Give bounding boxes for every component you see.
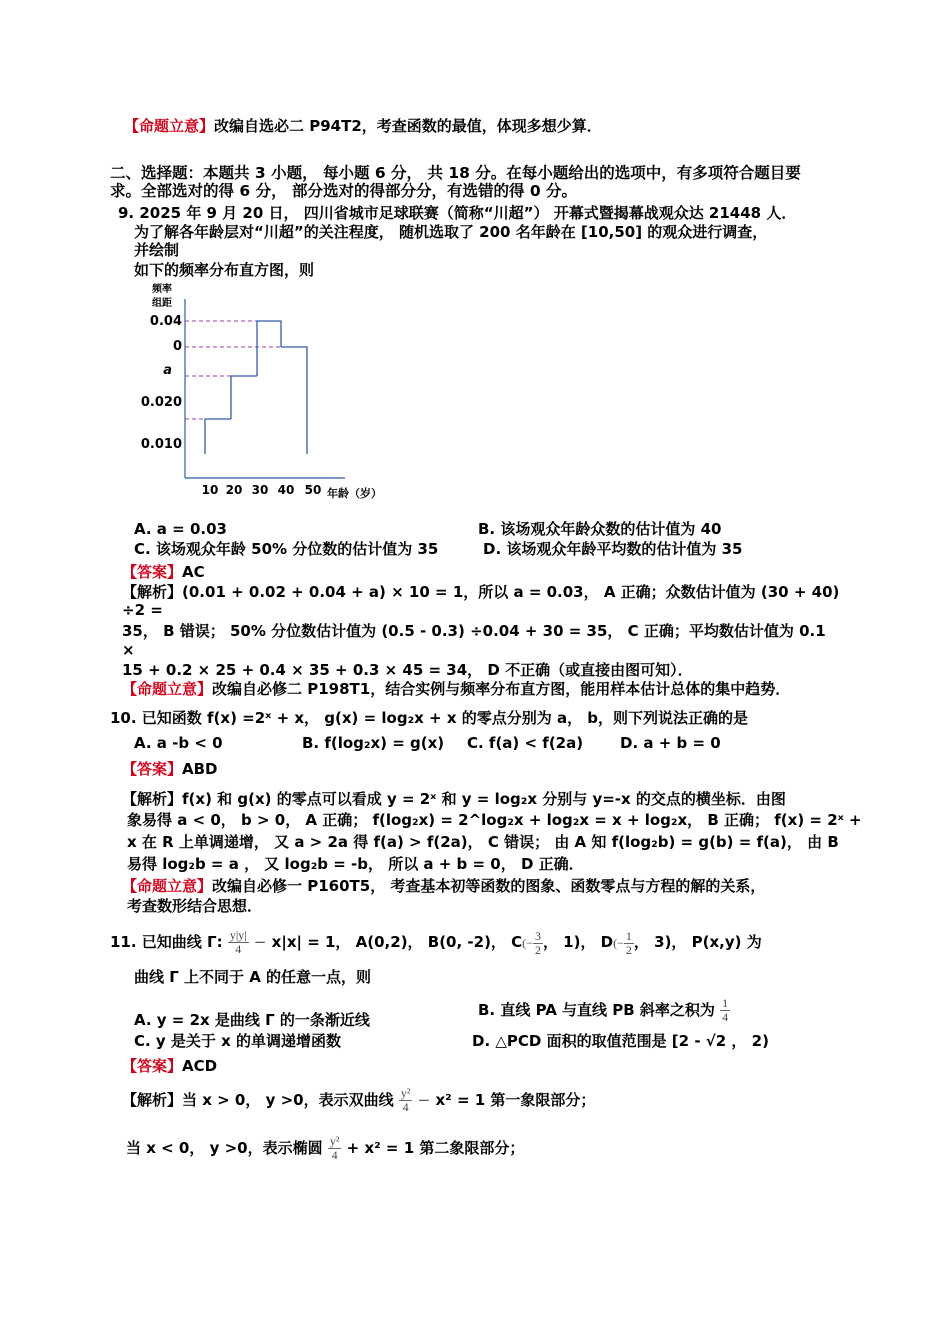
q9-stem-line3: 并绘制 — [134, 241, 180, 259]
x-tick-label: 40 — [277, 483, 295, 497]
explanation-tag: 【解析】 — [122, 583, 183, 601]
x-tick-label: 50 — [304, 483, 322, 497]
q11-point-c-coord: (− $\frac{3}{2}$ — [522, 929, 541, 958]
q9-explanation-line4: × — [122, 641, 135, 659]
answer-value: ABD — [182, 760, 218, 778]
answer-tag: 【答案】 — [122, 1057, 183, 1075]
q10-intent-line1 — [122, 876, 765, 896]
q11-stem-a: 11. 已知曲线 Γ: — [110, 933, 223, 951]
q11-answer — [122, 1056, 217, 1076]
q9-stem-line4: 如下的频率分布直方图，则 — [134, 261, 315, 279]
fraction-denominator: 4 — [722, 1010, 729, 1024]
q9-explanation-line1 — [122, 582, 839, 602]
q10-explanation-line3: x 在 R 上单调递增， 又 a > 2a 得 f(a) > f(2a)， C 错误； 由 A 知 f(log₂b) = g(b) = f(a)， 由 B — [127, 833, 839, 851]
explanation-fraction — [328, 1135, 342, 1162]
q11-explanation-line2 — [126, 1128, 524, 1168]
q9-explanation-line2: ÷2 = — [122, 601, 163, 619]
explanation-text: f(x) 和 g(x) 的零点可以看成 y = 2ˣ 和 y = log₂x 分别与 y=-x 的交点的横坐标．由图 — [182, 790, 786, 808]
q10-answer — [122, 759, 218, 779]
q11-option-a: A. y = 2x 是曲线 Γ 的一条渐近线 — [134, 1011, 370, 1029]
q9-option-a: A. a = 0.03 — [134, 520, 227, 538]
intent-line — [124, 116, 602, 136]
intent-tag: 【命题立意】 — [122, 877, 213, 895]
intent-tag: 【命题立意】 — [122, 680, 213, 698]
q11-option-c: C. y 是关于 x 的单调递增函数 — [134, 1032, 342, 1050]
y-axis-label-bottom: 组距 — [152, 298, 172, 309]
explanation-text: 当 x > 0， y >0，表示双曲线 — [182, 1091, 394, 1109]
q9-answer — [122, 562, 205, 582]
explanation-fraction — [399, 1087, 413, 1114]
q11-fraction-y — [228, 929, 249, 956]
q11-point-d-coord: (− $\frac{1}{2}$ — [613, 929, 632, 958]
q10-option-b: B. f(log₂x) = g(x) — [302, 734, 445, 752]
intent-text: 改编自选必二 P94T2，考查函数的最值，体现多想少算． — [214, 117, 602, 135]
y-tick-label: 0 — [172, 339, 182, 354]
q11-option-d: D. △PCD 面积的取值范围是 [2 - √2 ， 2) — [472, 1032, 769, 1050]
y-tick-label: 0.04 — [149, 314, 182, 329]
y-tick-label: 0.020 — [140, 395, 182, 410]
q11-explanation-line1: 【解析】当 x > 0， y >0，表示双曲线 $\frac{\text{y²}}{4}$ − x² = 1 第一象限部分； — [122, 1086, 596, 1114]
q11-stem-line1: 11. 已知曲线 Γ: $\frac{y|y|}{4}$ − x|x| = 1， A(0,2)， B(0, -2)， C(− $\frac{3}{2}$ ， 1)， D(− $\frac{1}{2}$ ， 3)， P(x,y) 为 — [110, 922, 762, 962]
fraction-denominator: 2 — [534, 943, 541, 958]
x-tick-label: 20 — [225, 483, 243, 497]
histogram-chart — [130, 282, 400, 507]
fraction-numerator: y² — [400, 1086, 411, 1100]
intent-tag: 【命题立意】 — [124, 117, 215, 135]
q9-stem-line2: 为了解各年龄层对“川超”的关注程度， 随机选取了 200 名年龄在 [10,50] 的观众进行调查， — [134, 223, 768, 241]
q11-stem-d: ， 3)， P(x,y) 为 — [633, 933, 762, 951]
q10-option-d: D. a + b = 0 — [620, 734, 721, 752]
q9-explanation-line3: 35， B 错误； 50% 分位数估计值为 (0.5 - 0.3) ÷0.04 + 30 = 35， C 正确；平均数估计值为 0.1 — [122, 622, 826, 640]
section-heading-line2: 求。全部选对的得 6 分， 部分选对的得部分分，有选错的得 0 分。 — [110, 182, 578, 200]
fraction-denominator: 2 — [625, 943, 632, 958]
histogram-bar-20-30 — [231, 376, 257, 419]
fraction-numerator: y² — [329, 1134, 340, 1148]
q10-option-a: A. a -b < 0 — [134, 734, 223, 752]
q10-stem: 10. 已知函数 f(x) =2ˣ + x， g(x) = log₂x + x 的零点分别为 a， b，则下列说法正确的是 — [110, 709, 749, 727]
q10-intent-line2: 考查数形结合思想． — [127, 897, 263, 915]
intent-text: 改编自必修一 P160T5， 考查基本初等函数的图象、函数零点与方程的解的关系， — [212, 877, 766, 895]
histogram-bar-10-20 — [205, 419, 231, 454]
fraction-numerator: 3 — [534, 929, 541, 944]
fraction-denominator: 4 — [331, 1148, 338, 1162]
fraction-numerator: 1 — [625, 929, 632, 944]
fraction-denominator: 4 — [235, 942, 242, 956]
q9-intent — [122, 679, 790, 699]
fraction-numerator: y|y| — [229, 928, 247, 942]
q10-option-c: C. f(a) < f(2a) — [467, 734, 584, 752]
section-heading-line1: 二、选择题：本题共 3 小题， 每小题 6 分， 共 18 分。在每小题给出的选项中，有多项符合题目要 — [110, 164, 801, 182]
q9-option-b: B. 该场观众年龄众数的估计值为 40 — [478, 520, 722, 538]
x-axis-label: 年龄（岁） — [327, 487, 382, 500]
q11-option-b — [478, 990, 730, 1030]
option-b-fraction — [720, 997, 730, 1024]
y-axis-label-top: 频率 — [152, 284, 172, 295]
answer-tag: 【答案】 — [122, 563, 183, 581]
y-tick-label: 0.010 — [140, 437, 182, 452]
q9-option-c: C. 该场观众年龄 50% 分位数的估计值为 35 — [134, 540, 439, 558]
y-tick-label: a — [163, 363, 172, 378]
answer-tag: 【答案】 — [122, 760, 183, 778]
answer-value: AC — [182, 563, 205, 581]
x-tick-label: 10 — [201, 483, 219, 497]
q9-stem-line1: 9. 2025 年 9 月 20 日， 四川省城市足球联赛（简称“川超”） 开幕式暨揭幕战观众达 21448 人． — [118, 204, 797, 222]
q11-stem-c: ， 1)， D — [542, 933, 614, 951]
q11-stem-line2: 曲线 Γ 上不同于 A 的任意一点，则 — [134, 968, 372, 986]
intent-text: 改编自必修二 P198T1，结合实例与频率分布直方图，能用样本估计总体的集中趋势． — [212, 680, 791, 698]
q10-explanation-line1 — [122, 789, 786, 809]
fraction-denominator: 4 — [402, 1100, 409, 1114]
x-tick-label: 30 — [251, 483, 269, 497]
q10-explanation-line2: 象易得 a < 0， b > 0， A 正确； f(log₂x) = 2^log₂x + log₂x = x + log₂x， B 正确； f(x) = 2ˣ + — [127, 811, 862, 829]
explanation-tag: 【解析】 — [122, 1091, 183, 1109]
q9-explanation-line5: 15 + 0.2 × 25 + 0.4 × 35 + 0.3 × 45 = 34， D 不正确（或直接由图可知）． — [122, 661, 693, 679]
option-b-text: B. 直线 PA 与直线 PB 斜率之积为 — [478, 1001, 715, 1019]
histogram-bar-40-50 — [281, 347, 307, 454]
explanation-text: 当 x < 0， y >0，表示椭圆 — [126, 1139, 323, 1157]
q10-explanation-line4: 易得 log₂b = a ， 又 log₂b = -b， 所以 a + b = 0， D 正确． — [127, 855, 584, 873]
q9-option-d: D. 该场观众年龄平均数的估计值为 35 — [483, 540, 743, 558]
explanation-text: (0.01 + 0.02 + 0.04 + a) × 10 = 1，所以 a = 0.03， A 正确；众数估计值为 (30 + 40) — [182, 583, 840, 601]
answer-value: ACD — [182, 1057, 218, 1075]
q11-stem-b: x|x| = 1， A(0,2)， B(0, -2)， C — [271, 933, 523, 951]
explanation-text: + x² = 1 第二象限部分； — [346, 1139, 525, 1157]
explanation-tag: 【解析】 — [122, 790, 183, 808]
explanation-text: x² = 1 第一象限部分； — [435, 1091, 596, 1109]
fraction-numerator: 1 — [722, 996, 729, 1010]
histogram-bar-30-40 — [257, 321, 281, 376]
